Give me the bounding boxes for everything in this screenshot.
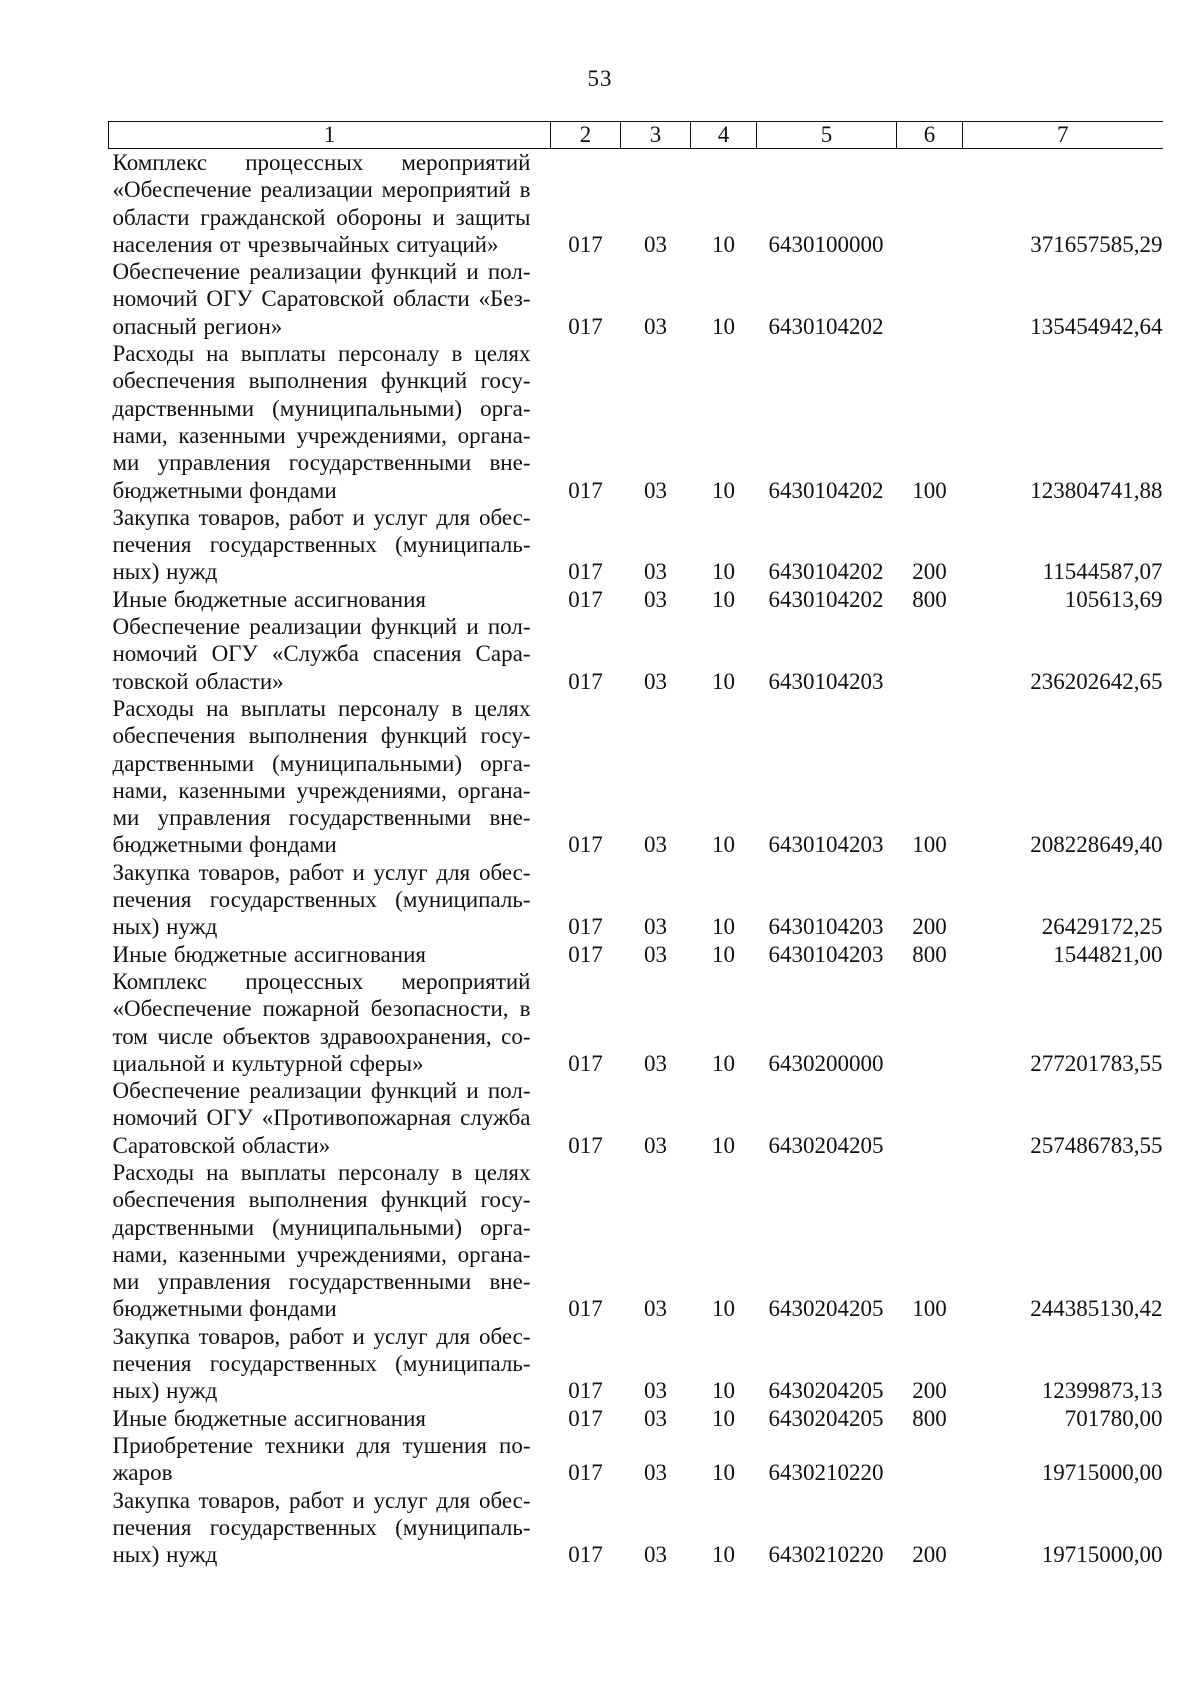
amount-cell: 19715000,00 bbox=[1041, 1542, 1163, 1568]
section-code-cell: 03 bbox=[644, 1132, 667, 1158]
amount-cell: 19715000,00 bbox=[1041, 1460, 1163, 1486]
table-row bbox=[109, 340, 1163, 504]
target-article-code-cell: 6430210220 bbox=[768, 1542, 884, 1568]
target-article-code-cell: 6430100000 bbox=[768, 231, 884, 257]
subsection-code-cell: 10 bbox=[712, 231, 735, 257]
expense-type-code-cell: 100 bbox=[912, 477, 947, 503]
budget-table bbox=[108, 121, 1163, 1568]
expense-name-cell: Обеспечение реализации функций и полномочий ОГУ «Противопожарная служба Саратовской области» bbox=[112, 1078, 531, 1158]
target-article-code-cell: 6430204205 bbox=[768, 1405, 884, 1431]
section-code-cell: 03 bbox=[644, 941, 667, 967]
target-article-code-cell: 6430104203 bbox=[768, 832, 884, 858]
amount-cell: 26429172,25 bbox=[1041, 914, 1163, 940]
expense-name-cell: Комплекс процессных мероприятий «Обеспечение реализации мероприятий в области гражданской обороны и защиты населения от чрезвычайных ситуаций» bbox=[112, 150, 531, 257]
ministry-code-cell: 017 bbox=[568, 1050, 603, 1076]
page-number: 53 bbox=[587, 66, 613, 91]
subsection-code-cell: 10 bbox=[712, 914, 735, 940]
expense-name-cell: Расходы на выплаты персоналу в целях обеспечения выполнения функций государственными (муниципальными) органами, казенными учреждениями, органами управления государственными внебюджетными фондами bbox=[112, 1159, 531, 1322]
table-row bbox=[109, 1405, 1163, 1432]
section-code-cell: 03 bbox=[644, 586, 667, 612]
column-header-2: 2 bbox=[551, 122, 621, 149]
subsection-code-cell: 10 bbox=[712, 668, 735, 694]
expense-type-code-cell: 100 bbox=[912, 832, 947, 858]
expense-name-cell: Комплекс процессных мероприятий «Обеспечение пожарной безопасности, в том числе объектов здравоохранения, социальной и культурной сферы» bbox=[112, 968, 531, 1076]
ministry-code-cell: 017 bbox=[568, 586, 603, 612]
expense-name-cell: Иные бюджетные ассигнования bbox=[112, 586, 426, 612]
target-article-code-cell: 6430204205 bbox=[768, 1132, 884, 1158]
expense-name-cell: Закупка товаров, работ и услуг для обеспечения государственных (муниципальных) нужд bbox=[112, 1323, 531, 1404]
section-code-cell: 03 bbox=[644, 477, 667, 503]
amount-cell: 208228649,40 bbox=[1030, 832, 1163, 858]
expense-type-code-cell: 200 bbox=[912, 1378, 947, 1404]
section-code-cell: 03 bbox=[644, 1405, 667, 1431]
table-row bbox=[109, 258, 1163, 340]
subsection-code-cell: 10 bbox=[712, 832, 735, 858]
subsection-code-cell: 10 bbox=[712, 1542, 735, 1568]
section-code-cell: 03 bbox=[644, 231, 667, 257]
subsection-code-cell: 10 bbox=[712, 941, 735, 967]
section-code-cell: 03 bbox=[644, 1296, 667, 1322]
amount-cell: 135454942,64 bbox=[1030, 313, 1163, 339]
subsection-code-cell: 10 bbox=[712, 1296, 735, 1322]
expense-type-code-cell bbox=[897, 1432, 963, 1487]
expense-type-code-cell bbox=[897, 1077, 963, 1159]
target-article-code-cell: 6430104202 bbox=[768, 313, 884, 339]
table-row bbox=[109, 859, 1163, 941]
section-code-cell: 03 bbox=[644, 559, 667, 585]
amount-cell: 701780,00 bbox=[1064, 1405, 1163, 1431]
table-row bbox=[109, 968, 1163, 1077]
subsection-code-cell: 10 bbox=[712, 559, 735, 585]
amount-cell: 244385130,42 bbox=[1030, 1296, 1163, 1322]
amount-cell: 236202642,65 bbox=[1030, 668, 1163, 694]
expense-name-cell: Иные бюджетные ассигнования bbox=[112, 941, 426, 967]
target-article-code-cell: 6430204205 bbox=[768, 1296, 884, 1322]
table-row bbox=[109, 1077, 1163, 1159]
section-code-cell: 03 bbox=[644, 832, 667, 858]
ministry-code-cell: 017 bbox=[568, 668, 603, 694]
expense-type-code-cell bbox=[897, 613, 963, 695]
section-code-cell: 03 bbox=[644, 1542, 667, 1568]
subsection-code-cell: 10 bbox=[712, 313, 735, 339]
amount-cell: 12399873,13 bbox=[1041, 1378, 1163, 1404]
ministry-code-cell: 017 bbox=[568, 1378, 603, 1404]
section-code-cell: 03 bbox=[644, 313, 667, 339]
column-header-3: 3 bbox=[621, 122, 691, 149]
table-row bbox=[109, 1323, 1163, 1405]
table-row bbox=[109, 1432, 1163, 1487]
ministry-code-cell: 017 bbox=[568, 1542, 603, 1568]
target-article-code-cell: 6430200000 bbox=[768, 1050, 884, 1076]
amount-cell: 371657585,29 bbox=[1030, 231, 1163, 257]
expense-type-code-cell: 100 bbox=[912, 1296, 947, 1322]
expense-type-code-cell bbox=[897, 258, 963, 340]
subsection-code-cell: 10 bbox=[712, 1050, 735, 1076]
amount-cell: 1544821,00 bbox=[1053, 941, 1163, 967]
ministry-code-cell: 017 bbox=[568, 1296, 603, 1322]
subsection-code-cell: 10 bbox=[712, 1460, 735, 1486]
target-article-code-cell: 6430210220 bbox=[768, 1460, 884, 1486]
ministry-code-cell: 017 bbox=[568, 559, 603, 585]
expense-type-code-cell bbox=[897, 149, 963, 259]
expense-type-code-cell: 800 bbox=[912, 941, 947, 967]
expense-name-cell: Иные бюджетные ассигнования bbox=[112, 1405, 426, 1431]
expense-type-code-cell: 800 bbox=[912, 586, 947, 612]
table-row bbox=[109, 941, 1163, 968]
subsection-code-cell: 10 bbox=[712, 586, 735, 612]
column-header-7: 7 bbox=[963, 122, 1163, 149]
column-header-5: 5 bbox=[757, 122, 897, 149]
expense-name-cell: Закупка товаров, работ и услуг для обеспечения государственных (муниципальных) нужд bbox=[112, 504, 531, 585]
amount-cell: 277201783,55 bbox=[1030, 1050, 1163, 1076]
ministry-code-cell: 017 bbox=[568, 313, 603, 339]
subsection-code-cell: 10 bbox=[712, 1378, 735, 1404]
ministry-code-cell: 017 bbox=[568, 914, 603, 940]
amount-cell: 11544587,07 bbox=[1042, 559, 1163, 585]
expense-name-cell: Расходы на выплаты персоналу в целях обеспечения выполнения функций государственными (муниципальными) органами, казенными учреждениями, органами управления государственными внебюджетными фондами bbox=[112, 695, 531, 858]
column-header-1: 1 bbox=[109, 122, 551, 149]
ministry-code-cell: 017 bbox=[568, 231, 603, 257]
subsection-code-cell: 10 bbox=[712, 1132, 735, 1158]
amount-cell: 257486783,55 bbox=[1030, 1132, 1163, 1158]
amount-cell: 123804741,88 bbox=[1030, 477, 1163, 503]
expense-name-cell: Обеспечение реализации функций и полномочий ОГУ Саратовской области «Безопасный регион» bbox=[112, 259, 531, 339]
section-code-cell: 03 bbox=[644, 1460, 667, 1486]
header-row bbox=[109, 122, 1163, 149]
table-row bbox=[109, 1487, 1163, 1569]
expense-name-cell: Обеспечение реализации функций и полномочий ОГУ «Служба спасения Саратовской области» bbox=[112, 614, 531, 694]
expense-name-cell: Приобретение техники для тушения пожаров bbox=[112, 1432, 531, 1486]
expense-type-code-cell: 800 bbox=[912, 1405, 947, 1431]
ministry-code-cell: 017 bbox=[568, 941, 603, 967]
expense-name-cell: Закупка товаров, работ и услуг для обеспечения государственных (муниципальных) нужд bbox=[112, 1487, 531, 1568]
subsection-code-cell: 10 bbox=[712, 1405, 735, 1431]
column-header-6: 6 bbox=[897, 122, 963, 149]
target-article-code-cell: 6430204205 bbox=[768, 1378, 884, 1404]
ministry-code-cell: 017 bbox=[568, 477, 603, 503]
expense-type-code-cell: 200 bbox=[912, 1542, 947, 1568]
target-article-code-cell: 6430104202 bbox=[768, 477, 884, 503]
ministry-code-cell: 017 bbox=[568, 1460, 603, 1486]
target-article-code-cell: 6430104203 bbox=[768, 941, 884, 967]
table-row bbox=[109, 149, 1163, 259]
section-code-cell: 03 bbox=[644, 1378, 667, 1404]
expense-type-code-cell: 200 bbox=[912, 559, 947, 585]
table-row bbox=[109, 504, 1163, 586]
section-code-cell: 03 bbox=[644, 1050, 667, 1076]
ministry-code-cell: 017 bbox=[568, 1132, 603, 1158]
target-article-code-cell: 6430104202 bbox=[768, 586, 884, 612]
ministry-code-cell: 017 bbox=[568, 832, 603, 858]
table-row bbox=[109, 1159, 1163, 1323]
expense-type-code-cell: 200 bbox=[912, 914, 947, 940]
table-body bbox=[109, 149, 1163, 1569]
ministry-code-cell: 017 bbox=[568, 1405, 603, 1431]
table-row bbox=[109, 695, 1163, 859]
section-code-cell: 03 bbox=[644, 668, 667, 694]
table-row bbox=[109, 613, 1163, 695]
subsection-code-cell: 10 bbox=[712, 477, 735, 503]
target-article-code-cell: 6430104203 bbox=[768, 914, 884, 940]
table-row bbox=[109, 586, 1163, 613]
column-header-4: 4 bbox=[691, 122, 757, 149]
target-article-code-cell: 6430104203 bbox=[768, 668, 884, 694]
expense-name-cell: Расходы на выплаты персоналу в целях обеспечения выполнения функций государственными (муниципальными) органами, казенными учреждениями, органами управления государственными внебюджетными фондами bbox=[112, 341, 531, 503]
expense-name-cell: Закупка товаров, работ и услуг для обеспечения государственных (муниципальных) нужд bbox=[112, 859, 531, 940]
amount-cell: 105613,69 bbox=[1064, 586, 1163, 612]
expense-type-code-cell bbox=[897, 968, 963, 1077]
section-code-cell: 03 bbox=[644, 914, 667, 940]
target-article-code-cell: 6430104202 bbox=[768, 559, 884, 585]
